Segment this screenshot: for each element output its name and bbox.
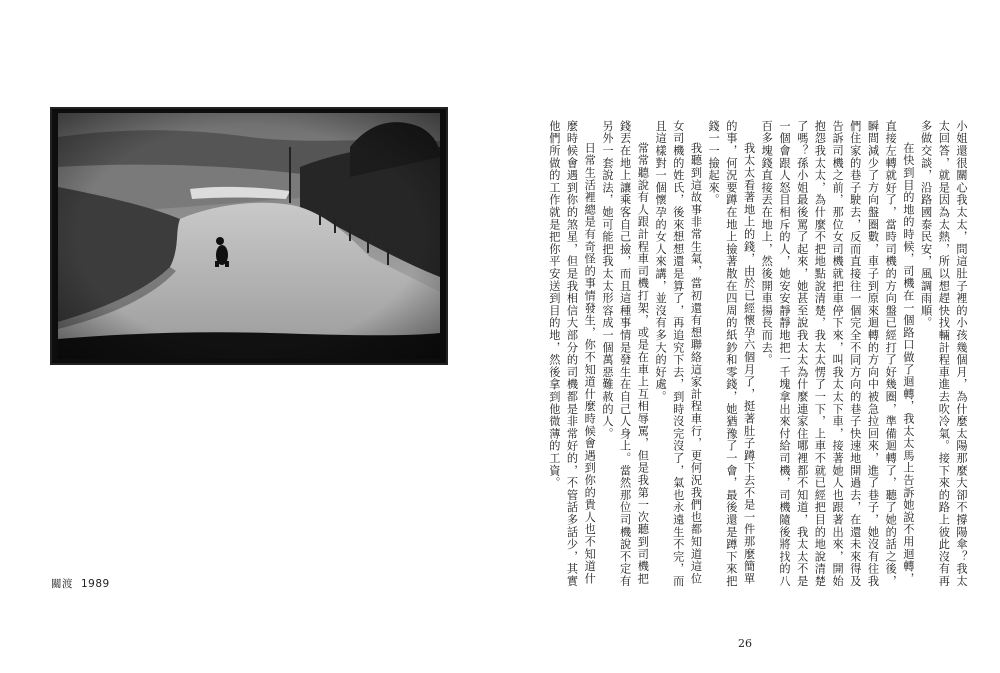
body-text bbox=[545, 120, 970, 590]
paragraph: 日常生活裡總是有奇怪的事情發生，你不知道什麼時候會遇到你的貴人也不知道什麼時候會遇到你的煞星，但是我相信大部分的司機都是非常好的，不管話多話少，其實他們所做的工作就是把你平安送到目的地，然後拿到他微薄的工資。 bbox=[547, 120, 597, 588]
paragraph: 我太太看著地上的錢，由於已經懷孕六個月了，挺著肚子蹲下去不是一件那麼簡單的事，何況要蹲在地上撿著散在四周的紙鈔和零錢，她猶豫了一會，最後還是蹲下來把錢一一撿起來。 bbox=[707, 120, 756, 588]
page-number: 26 bbox=[738, 637, 752, 650]
paragraph: 我聽到這故事非常生氣，當初還有想聯絡這家計程車行，更何況我們也都知道這位女司機的姓氏，後來想想還是算了，再追究下去，到時沒完沒了，氣也永遠生不完，而且這樣對一個懷孕的女人來講，並沒有多大的好處。 bbox=[654, 120, 703, 588]
road-photograph bbox=[50, 107, 448, 365]
caption-year: 1989 bbox=[81, 578, 110, 590]
photo-image bbox=[50, 107, 448, 365]
caption-place: 關渡 bbox=[51, 578, 73, 590]
paragraph: 在快到目的地的時候，司機在一個路口做了迴轉，我太太馬上告訴她說不用迴轉，直接左轉就好了，當時司機的方向盤已經打了好幾圈，準備迴轉了，聽了她的話之後，瞬間減少了方向盤圈數，車子到原來迴轉的方向中被急拉回來，進了巷子，她沒有往我們住家的巷子駛去，反而直接往一個完全不同方向的巷子快速地開過去，在還未來得及告訴司機之前，那位女司機就把車停下來，叫我太太下車，接著她人也跟著出來，開始抱怨我太太，為什麼不把地點說清楚，我太太愣了一下，上車不就已經把目的地說清楚了嗎？孫小姐最後罵了起來，她甚至說我太太為什麼連家住哪裡都不知道，我太太不是一個會跟人怒目相斥的人，她安安靜靜地把一千塊拿出來付給司機，司機隨後將找的八百多塊錢直接丟在地上，然後開車揚長而去。 bbox=[760, 120, 915, 588]
paragraph: 小姐還很關心我太太，問這肚子裡的小孩幾個月，為什麼太陽那麼大卻不撐陽傘？我太太回答，就是因為太熱，所以想趕快找輛計程車進去吹冷氣。接下來的路上彼此沒有再多做交談，沿路國泰民安，風調雨順。 bbox=[919, 120, 968, 588]
photo-caption bbox=[51, 576, 110, 591]
paragraph: 常常聽說有人跟計程車司機打架，或是在車上互相辱罵，但是我第一次聽到司機把錢丟在地上讓乘客自己撿，而且這種事情是發生在自己人身上。當然那位司機說不定有另外一套說法，她可能把我太太形容成一個萬惡難赦的人。 bbox=[600, 120, 650, 588]
